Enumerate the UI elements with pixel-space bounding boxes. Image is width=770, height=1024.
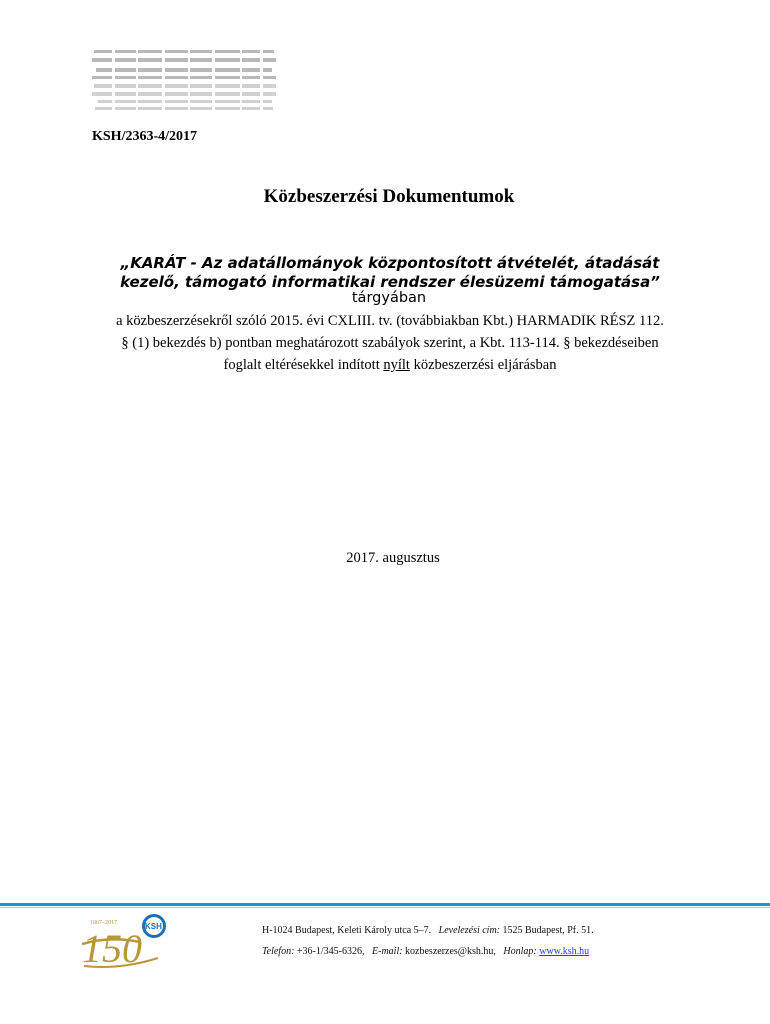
legal-line-3-post: közbeszerzési eljárásban (409, 357, 557, 373)
subject-suffix: tárgyában (351, 290, 427, 306)
legal-basis-paragraph (80, 310, 700, 376)
footer-postal-label: Levelezési cím: (438, 925, 501, 936)
footer-phone-label: Telefon: (262, 946, 295, 957)
procurement-subject (80, 254, 700, 292)
footer-email[interactable]: kozbeszerzes@ksh.hu, (405, 946, 496, 957)
ksh-150-anniversary-logo (80, 910, 172, 972)
legal-line-1: a közbeszerzésekről szóló 2015. évi CXLIII. tv. (továbbiakban Kbt.) HARMADIK RÉSZ 112. (116, 313, 664, 329)
footer-email-label: E-mail: (372, 946, 403, 957)
footer-website-link[interactable]: www.ksh.hu (539, 946, 590, 957)
logo-years: 1867–2017 (90, 920, 117, 926)
document-reference-number: KSH/2363-4/2017 (92, 129, 198, 144)
footer-postal-value: 1525 Budapest, Pf. 51. (502, 925, 594, 936)
footer-contact-line (262, 946, 589, 957)
legal-line-2: § (1) bekezdés b) pontban meghatározott szabályok szerint, a Kbt. 113-114. § bekezdéseiben (121, 335, 659, 351)
subject-line-2: kezelő, támogató informatikai rendszer élesüzemi támogatása” (120, 273, 660, 291)
legal-line-3-pre: foglalt eltérésekkel indított (223, 357, 384, 373)
footer-divider-light (0, 907, 770, 908)
footer-web-label: Honlap: (503, 946, 537, 957)
footer-divider (0, 903, 770, 906)
document-date: 2017. augusztus (346, 550, 440, 566)
document-title: Közbeszerzési Dokumentumok (263, 186, 515, 207)
footer-address-line (262, 925, 594, 936)
legal-line-3 (80, 354, 700, 376)
header-logo (92, 44, 277, 114)
subject-line-1: „KARÁT - Az adatállományok központosított átvételét, átadását (120, 254, 660, 272)
logo-number: 150 (82, 926, 142, 971)
logo-badge: KSH (145, 922, 162, 931)
footer-phone: +36-1/345-6326, (296, 946, 365, 957)
procedure-type: nyílt (383, 357, 410, 373)
footer-address: H-1024 Budapest, Keleti Károly utca 5–7. (262, 925, 432, 936)
